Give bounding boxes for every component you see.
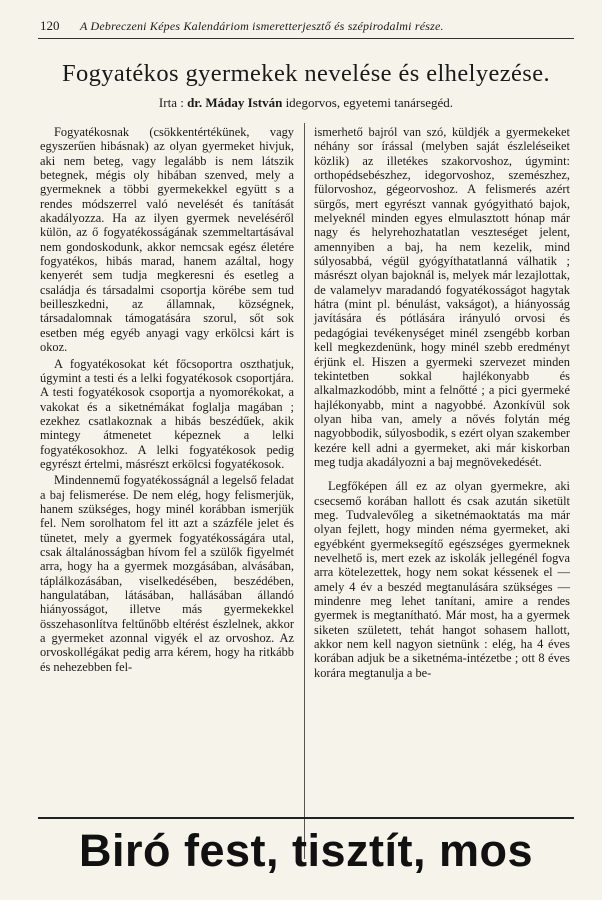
running-title: A Debreczeni Képes Kalendáriom ismeretterjesztő és szépirodalmi része. [80, 19, 444, 33]
article-title: Fogyatékos gyermekek nevelése és elhelyezése. [61, 60, 551, 87]
paragraph: ismerhető bajról van szó, küldjék a gyermekeket néhány sor írással (melyben saját észleléseiket közlik) az illetékes szakorvoshoz, úgymint: orthopédsebészhez, idegorvoshoz, szemészhez, fülorvoshoz, gégeorvoshoz. A felismerés azért sürgős, mert egyrészt vannak gyógyitható bajok, melyeknél minden egyes elmulasztott hónap már nagy és helyrehozhatatlan veszteséget jelent, amennyiben a baj, ha nem kezelik, mind súlyosabbá, végül gyógyíthatatlanná válhatik ; másrészt olyan bajoknál is, melyek már lezajlottak, de valamelyv maradandó fogyatékosságot hagytak hátra (mint pl. bénulást, vakságot), a hiányosság javítására és pótlására irányuló orvosi és pedagógiai tevékenységet minél zsengébb korban kell megkezdenünk, hogy minél szebb eredményt érjünk el. Hiszen a gyermeki szervezet minden tekintetben sokkal hajlékonyabb és alkalmazkodóbb, mint a felnőtté ; a pici gyermeké hajlékonyabb, mint a nagyobbé. Azonkívül sok olyan hiba van, amely a nővés folytán még nagyobbodik, súlyosbodik, s ezért olyan szakember kezére kell adni a gyermeket, aki már kiskorban meg tudja akadályozni a baj megnövekedését. [314, 125, 570, 469]
header-rule [38, 38, 574, 39]
paragraph: A fogyatékosokat két főcsoportra oszthatjuk, úgymint a testi és a lelki fogyatékosok csoportjára. A testi fogyatékosok csoportja a nyomorékokat, a vakokat és a siketnémákat foglalja magában ; ezekhez csatlakoznak a hibás beszédűek, akik mintegy átmenetet képeznek a lelki fogyatékosokhoz. A lelki fogyatékosok pedig egyrészt értelmi, másrészt erkölcsi fogyatékosok. [40, 356, 294, 471]
paragraph: Fogyatékosnak (csökkentértékünek, vagy egyszerűen hibásnak) az olyan gyermeket hivjuk, aki nem beteg, vagy legalább is nem látszik betegnek, mégis oly hibában szenved, mely a gyermeknek a többi gyermekekkel együtt s a rendes módszerrel való nevelését és tanítását akadályozza. Ha az ilyen gyermek neveléséről külön, az ő fogyatékosságának szemmeltartásával nem gondoskodunk, akkor nemcsak egész életére fogyatékos, hibás marad, hanem azáltal, hogy kenyerét sem tudja megkeresni és esetleg a családja és társadalmi csoportja körébe sem tud beilleszkedni, az államnak, községnek, társadalomnak támogatására szorul, sőt sok esetben még egyéb anyagi vagy erkölcsi kárt is okoz. [40, 125, 294, 355]
advertisement-rule [38, 817, 574, 819]
advertisement-banner: Biró fest, tisztít, mos [78, 825, 534, 876]
byline-prefix: Irta : [158, 95, 188, 110]
left-column [40, 125, 294, 674]
paragraph: Mindennemű fogyatékosságnál a legelső feladat a baj felismerése. De nem elég, hogy felismerjük, hanem szükséges, hogy minél korábban ismerjük fel. Nem sorolhatom fel itt azt a százféle jelet és tünetet, mely a gyermek fogyatékosságára utal, csak általánosságban hívom fel a szülők figyelmét arra, hogy ha a gyermek mozgásában, alvásában, táplálkozásában, viselkedésében, beszédében, hangulatában, látásában, hallásában állandó hiányosságot, illetve más gyermekekkel összehasonlítva feltűnőbb eltérést észlelnek, akkor a gyermeket azonnal vigyék el az orvoshoz. Az orvoskollégákat pedig arra kérem, hogy ha ritkább és nehezebben fel- [40, 473, 294, 674]
page-number: 120 [40, 18, 60, 33]
paragraph: Legfőképen áll ez az olyan gyermekre, aki csecsemő korában hallott és csak azután siketült meg. Tudvalevőleg a siketnémaoktatás ma már olyan fejlett, hogy minden néma gyermeket, aki egyébként gyermeksegítő egészséges gyermeknek nevelhető is, mert ezek az iskolák jellegénél fogva arra kötelezettek, hogy nem sokat késsenek el — amely 4 év a beszéd megtanulására szükséges — mindenre meg lehet tanítani, amire a rendes gyermek is megtanítható. Már most, ha a gyermek siketen született, tehát hangot sohasem hallott, akkor nem kell nagyon sietnünk : elég, ha 4 éves korában adjuk be a siketnéma-intézetbe ; ott 8 éves korára megtanulja a be- [314, 479, 570, 680]
byline [38, 95, 574, 111]
right-column [314, 125, 570, 680]
author-name: dr. Máday István [187, 95, 283, 110]
byline-suffix: idegorvos, egyetemi tanársegéd. [282, 95, 454, 110]
column-divider [304, 123, 305, 859]
running-head [40, 18, 574, 34]
